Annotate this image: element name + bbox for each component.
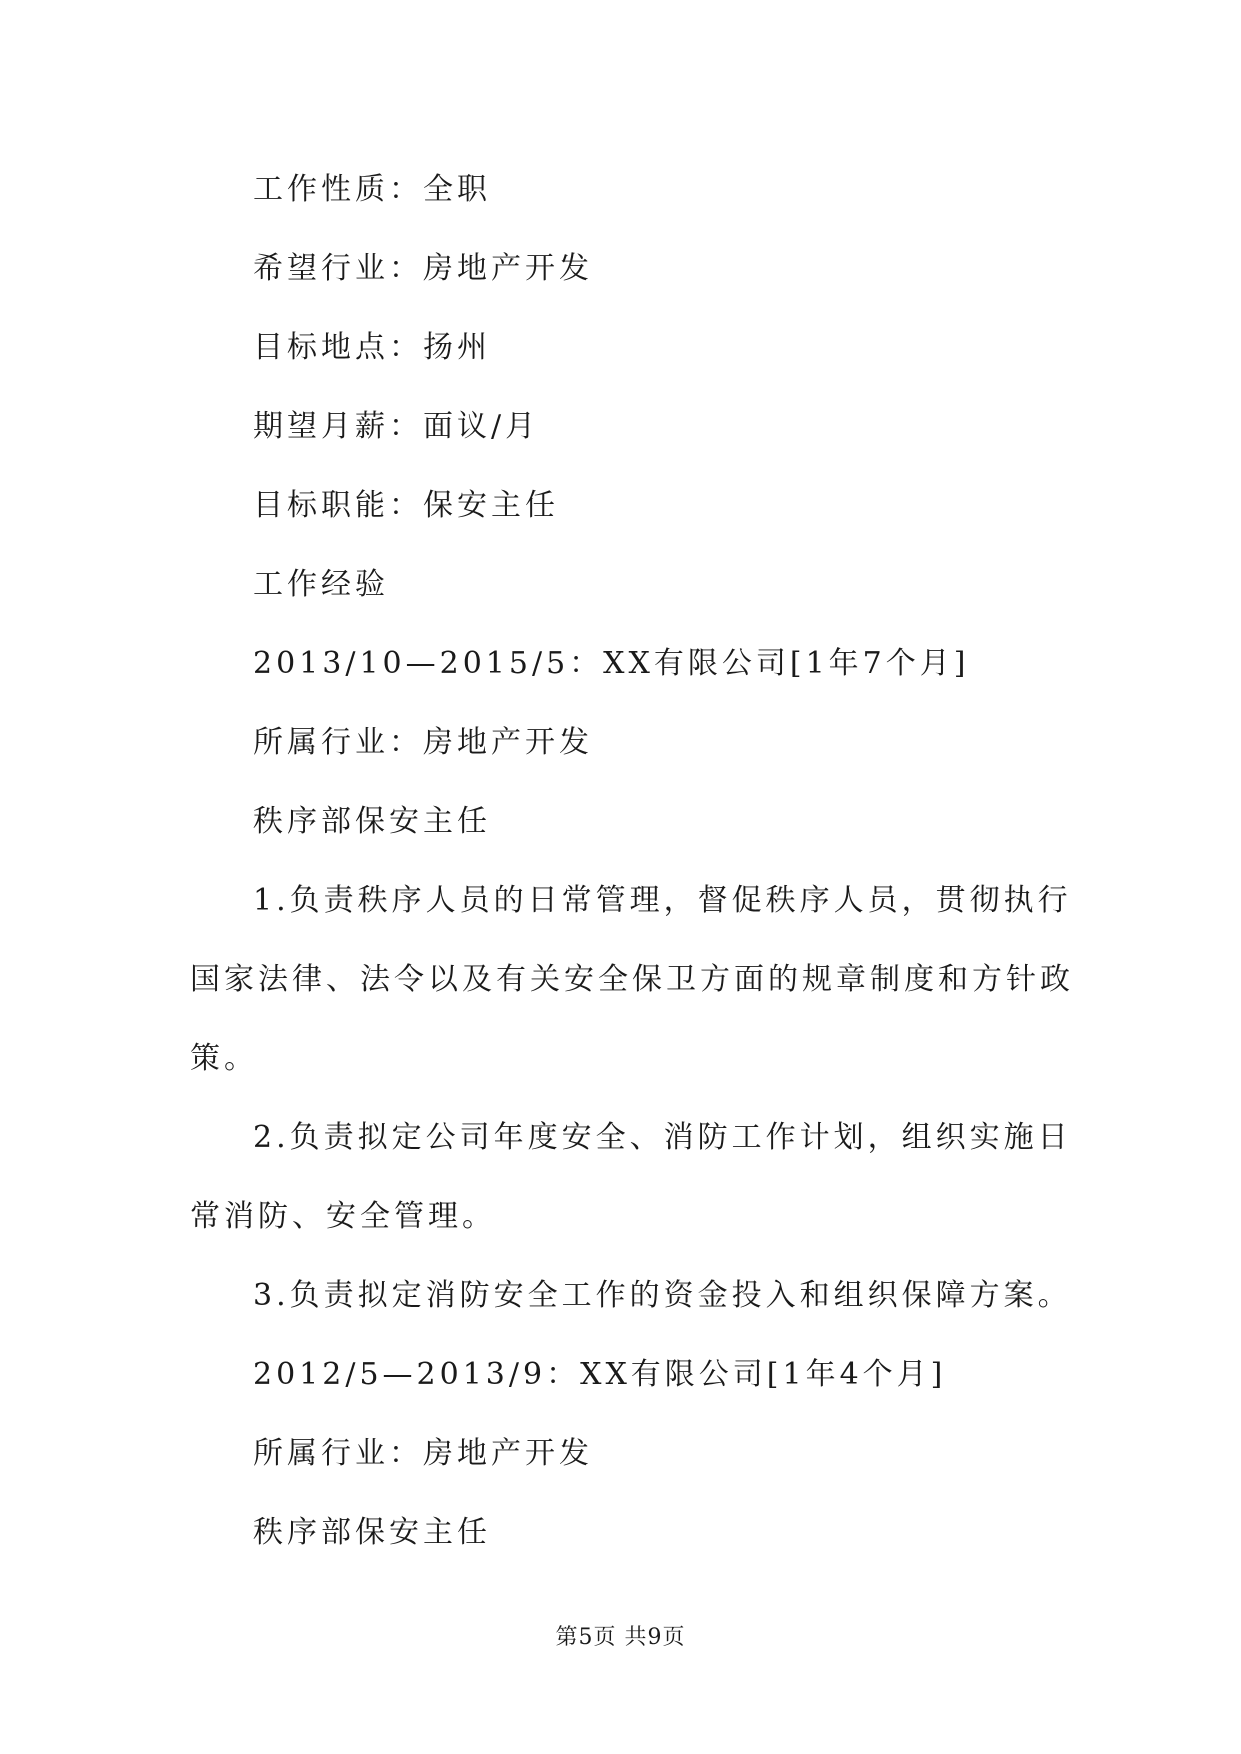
job-1-period: 2013/10—2015/5：XX有限公司[1年7个月] <box>253 646 970 681</box>
job-2-title: 秩序部保安主任 <box>253 1515 491 1550</box>
job-nature: 工作性质：全职 <box>253 172 491 207</box>
duty-2-line-1: 2.负责拟定公司年度安全、消防工作计划，组织实施日 <box>253 1120 1072 1155</box>
expected-salary: 期望月薪：面议/月 <box>253 409 540 444</box>
job-1-industry: 所属行业：房地产开发 <box>253 725 593 760</box>
duty-1-line-3: 策。 <box>190 1041 258 1076</box>
target-location: 目标地点：扬州 <box>253 330 491 365</box>
duty-1-line-2: 国家法律、法令以及有关安全保卫方面的规章制度和方针政 <box>190 962 1074 997</box>
duty-1-line-1: 1.负责秩序人员的日常管理，督促秩序人员，贯彻执行 <box>253 883 1072 918</box>
job-2-industry: 所属行业：房地产开发 <box>253 1436 593 1471</box>
duty-2-line-2: 常消防、安全管理。 <box>190 1199 496 1234</box>
job-2-period: 2012/5—2013/9：XX有限公司[1年4个月] <box>253 1357 947 1392</box>
page-number: 第5页 共9页 <box>555 1625 686 1650</box>
work-experience-heading: 工作经验 <box>253 567 389 602</box>
job-1-title: 秩序部保安主任 <box>253 804 491 839</box>
target-function: 目标职能：保安主任 <box>253 488 559 523</box>
desired-industry: 希望行业：房地产开发 <box>253 251 593 286</box>
duty-3-line-1: 3.负责拟定消防安全工作的资金投入和组织保障方案。 <box>253 1278 1072 1313</box>
